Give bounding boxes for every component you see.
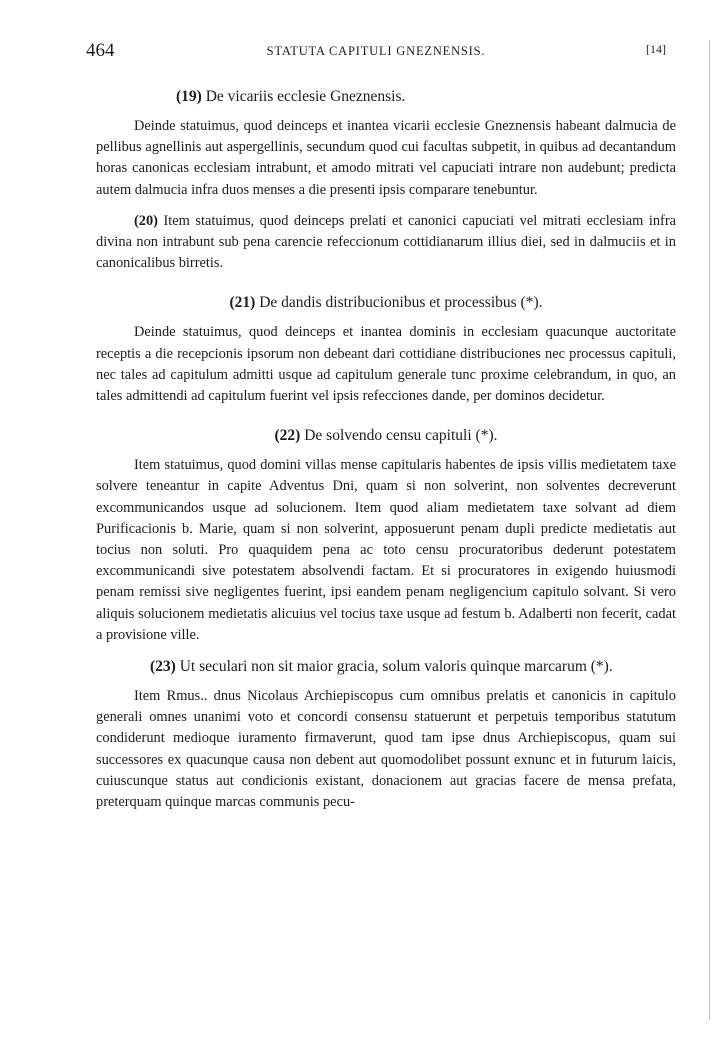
section-heading-22 bbox=[96, 425, 676, 447]
paragraph-21: Deinde statuimus, quod deinceps et inantea dominis in ecclesiam quacunque auctoritate receptis a die recepcionis ipsorum non debeant dari cottidiane distribuciones nec processus capituli, nec tales ad capitulum admitti usque ad capitulum generale tunc proxime celebrandum, in quo, an tales admittendi ad capitulum fuerint vel ipsis refecciones dande, per dominos decidetur. bbox=[96, 324, 676, 405]
paragraph-22: Item statuimus, quod domini villas mense capitularis habentes de ipsis villis medietatem taxe solvere teneantur in capite Adventus Dni, quam si non solverint, non solventes decreverunt excommunicandos usque ad solucionem. Item quod aliam medietatem taxe solvant ad diem Purificacionis b. Marie, quam si non solverint, apposuerunt penam dupli predicte medietatis aut tocius non soluti. Pro quaquidem pena ac toto censu procuratoribus dederunt potestatem excommunicandi sive potestatem absolvendi factam. Et si procuratores in exigendo huiusmodi penam remissi sive negligentes fuerint, ipsi eandem penam negligencium capitulo solvant. Si vero aliquis solucionem medietatis alicuius vel tocius taxe usque ad festum b. Adalberti non fecerit, cadat a provisione ville. bbox=[96, 457, 676, 643]
running-title: STATUTA CAPITULI GNEZNENSIS. bbox=[266, 44, 486, 58]
section-heading-21 bbox=[96, 292, 676, 314]
page-body bbox=[96, 86, 676, 823]
section-number: (21) bbox=[229, 294, 256, 312]
section-heading-23 bbox=[96, 656, 676, 678]
section-number: (20) bbox=[134, 212, 158, 229]
paragraph-23: Item Rmus.. dnus Nicolaus Archiepiscopus cum omnibus prelatis et canonicis in capitulo generali omnes unanimi voto et concordi consensu statuerunt et perpetuis temporibus statutum condiderunt medioque iuramento firmaverunt, quod tam ipse dnus Archiepiscopus, quam sui successores ex quacunque causa non debent aut quomodolibet possunt exnunc et in futurum laicis, cuiuscunque status aut condicionis existant, donacionem aut gracias facere de mensa prefata, preterquam quinque marcas communis pecu- bbox=[96, 688, 676, 811]
page-number: 464 bbox=[86, 40, 115, 61]
page-edge-line bbox=[709, 40, 710, 1020]
signature-mark: [14] bbox=[646, 42, 666, 56]
paragraph-19: Deinde statuimus, quod deinceps et inantea vicarii ecclesie Gneznensis habeant dalmucia de pellibus agnellinis aut aspergellinis, secundum quod cui facultas subpetit, in quibus ad decantandum horas canonicas ecclesiam intrabunt, et amodo mitrati vel capuciati intrare non audebunt; predicta autem dalmucia infra duos menses a die presenti ipsis comparare tenebuntur. bbox=[96, 118, 676, 198]
section-title: De vicariis ecclesie Gneznensis. bbox=[205, 88, 406, 105]
section-number: (22) bbox=[274, 427, 301, 445]
page-header bbox=[86, 38, 666, 62]
section-number: (19) bbox=[176, 88, 202, 105]
section-title: De dandis distribucionibus et processibus (*). bbox=[259, 294, 543, 312]
section-title: De solvendo censu capituli (*). bbox=[304, 427, 498, 445]
section-number: (23) bbox=[150, 658, 176, 676]
section-heading-19 bbox=[96, 86, 676, 108]
paragraph-text: Item statuimus, quod deinceps prelati et canonici capuciati vel mitrati ecclesiam infra divina non intrabunt sub pena carencie refeccionum cottidianarum illius diei, sed in dalmuciis et in canonicalibus birretis. bbox=[96, 212, 676, 272]
section-title: Ut seculari non sit maior gracia, solum valoris quinque marcarum (*). bbox=[179, 658, 613, 676]
paragraph-20 bbox=[96, 211, 676, 275]
